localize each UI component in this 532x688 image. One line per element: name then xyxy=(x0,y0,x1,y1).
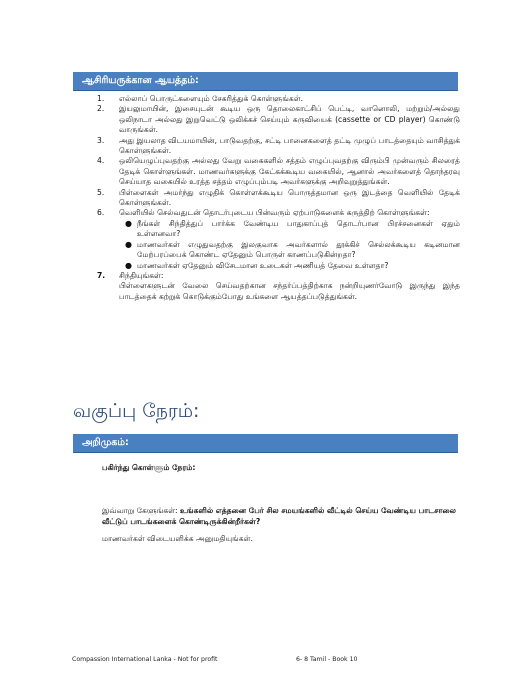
list-item xyxy=(97,270,460,302)
item-text-continued: பிள்ளைகளுடன் வேலை செய்வதற்கான சந்தர்ப்பத்திற்காக நன்றியுணர்வோடு இருந்து இந்த பாடத்தைக் கற்றுக் கொடுக்கும்போது உங்களை ஆயத்தப்படுத்துங்கள். xyxy=(119,281,460,301)
list-item xyxy=(97,208,460,270)
prep-list xyxy=(97,94,460,302)
bullet-icon: ● xyxy=(125,260,132,270)
bullet-icon: ● xyxy=(125,239,132,249)
list-item xyxy=(97,156,460,187)
section-title: அறிமுகம்: xyxy=(82,437,129,448)
list-item xyxy=(97,94,460,104)
item-text: அது இயலாத விடயமாயின், பாடுவதற்கு, சட்டி பானைகளைத் தட்டி முழுப் பாடத்தையும் வாசித்துக் கொள்ளுங்கள். xyxy=(119,135,460,156)
item-number: 7. xyxy=(97,270,106,280)
item-number: 1. xyxy=(97,94,105,103)
list-item xyxy=(97,104,460,135)
section-header-intro xyxy=(73,434,458,453)
sub-list-item xyxy=(119,261,460,271)
item-text: பிள்ளைகள் அமர்ந்து எழுதிக் கொள்ளக்கூடிய பொருத்தமான ஒரு இடத்தை வெளியில் தேடிக் கொள்ளுங்கள். xyxy=(119,187,460,208)
item-text: ஒலியெழுப்புவதற்கு அல்லது வேறு வகைகளில் சத்தம் எழுப்புவதற்கு விரும்பி முன்வரும் சிலரைத் தேடிக் கொள்ளுங்கள். மாணவர்களுக்கு கேட்கக்கூடிய வகையில், ஆனால் அவர்களைத் தொந்தரவு செய்யாத வகையில் உரத்த சத்தம் எழுப்பும்படி அவர்களுக்கு அறிவுறுத்துங்கள். xyxy=(119,156,460,187)
item-text: எல்லாப் பொருட்களையும் சேகரித்துக் கொள்ளுங்கள். xyxy=(119,94,303,103)
sub-list xyxy=(119,219,460,271)
item-number: 4. xyxy=(97,156,105,166)
class-time-heading: வகுப்பு நேரம்: xyxy=(73,400,200,422)
list-item xyxy=(97,187,460,209)
list-item xyxy=(97,135,460,157)
item-number: 2. xyxy=(97,104,105,114)
item-number: 5. xyxy=(97,187,105,197)
item-text: இயலுமாயின், இசையுடன் கூடிய ஒரு தொலைகாட்சிப் பெட்டி, வானொலி, மற்றும்/அல்லது ஒலிநாடா அல்லது இறுவெட்டு ஒலிக்கச் செய்யும் கருவியைக் (cassette or CD player) கொண்டு வாருங்கள். xyxy=(119,104,460,135)
bullet-icon: ● xyxy=(125,218,132,228)
ask-paragraph xyxy=(102,505,456,527)
section-title: ஆசிரியருக்கான ஆயத்தம்: xyxy=(82,75,199,86)
sub-item-text: நீங்கள் சிந்தித்துப் பார்க்க வேண்டிய பாதுகாப்புத் தொடர்பான பிரச்சனைகள் ஏதும் உள்ளனவா? xyxy=(137,218,460,239)
sub-list-item xyxy=(119,240,460,261)
sub-list-item xyxy=(119,219,460,240)
section-header-teacher-prep xyxy=(73,72,458,91)
item-text: வெளியில் செல்வதுடன் தொடர்புடைய பின்வரும் ஏற்பாடுகளைக் கருத்திற் கொள்ளுங்கள்: xyxy=(119,208,430,218)
sharing-time-subtitle: பகிர்ந்து கொள்ளும் நேரம்: xyxy=(102,463,196,472)
sub-item-text: மாணவர்கள் எழுதுவதற்கு இலகுவாக அவர்களால் தூக்கிச் செல்லக்கூடிய கடினமான மேற்பரப்பைக் கொண்ட ஏதேனும் பொருள் காணப்படுகின்றதா? xyxy=(137,239,460,260)
item-number: 6. xyxy=(97,208,105,218)
sub-item-text: மாணவர்கள் ஏதேனும் விசேடமான உடைகள் அணியத் தேவை உள்ளதா? xyxy=(137,260,389,270)
item-text: சிந்தியுங்கள்: xyxy=(119,270,164,280)
footer-org: Compassion International Lanka - Not for profit xyxy=(72,656,218,663)
allow-answer-text: மாணவர்கள் விடையளிக்க அனுமதியுங்கள். xyxy=(102,534,253,543)
footer-book: 6- 8 Tamil - Book 10 xyxy=(296,656,358,663)
item-number: 3. xyxy=(97,135,105,145)
ask-question: உங்களில் எத்தனை பேர் சில சமயங்களில் வீட்டில் செய்ய வேண்டிய பாடசாலை வீட்டுப் பாடங்களைக் கொண்டிருக்கின்றீர்கள்? xyxy=(102,506,456,526)
ask-prefix: இவ்வாறு கேளுங்கள்: xyxy=(102,506,178,515)
